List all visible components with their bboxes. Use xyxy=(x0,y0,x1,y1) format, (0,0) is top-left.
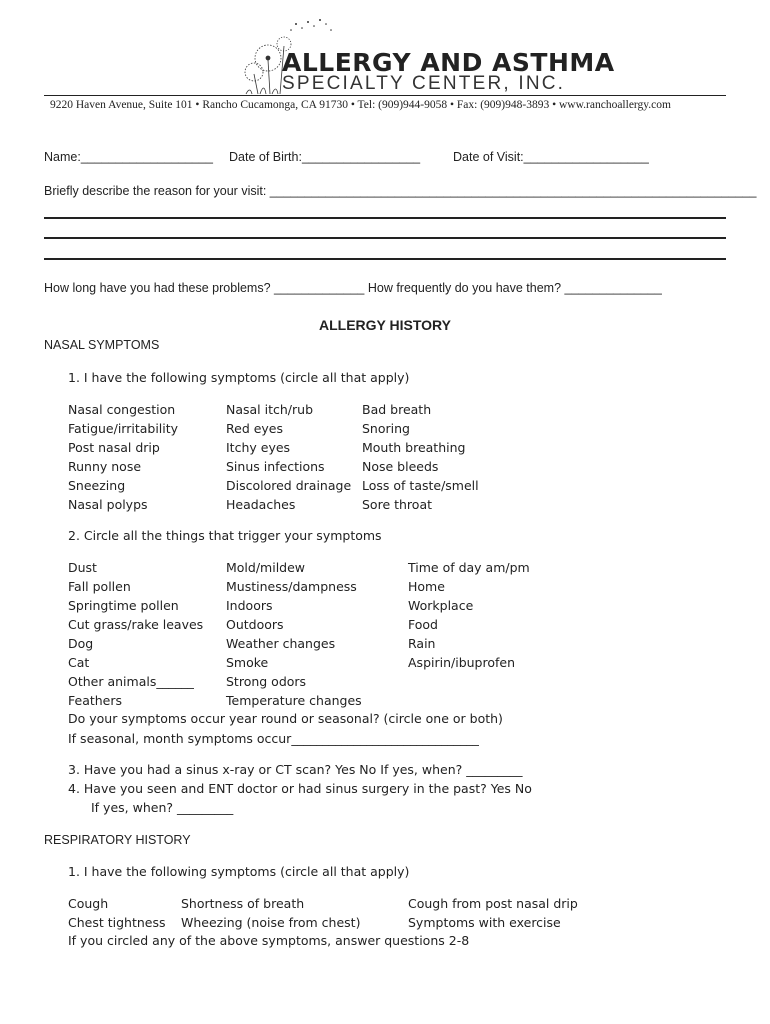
list-item[interactable]: Sneezing xyxy=(68,478,126,493)
list-item[interactable]: Cough from post nasal drip xyxy=(408,896,578,911)
list-item[interactable]: Snoring xyxy=(362,421,410,436)
list-item[interactable]: Smoke xyxy=(226,655,269,670)
list-item[interactable]: Loss of taste/smell xyxy=(362,478,479,493)
list-item[interactable]: Mouth breathing xyxy=(362,440,466,455)
list-item[interactable]: Time of day am/pm xyxy=(408,560,530,575)
list-item[interactable]: Indoors xyxy=(226,598,273,613)
name-field[interactable]: Name:___________________ xyxy=(44,150,213,164)
list-item[interactable]: Mustiness/dampness xyxy=(226,579,357,594)
seasonal-question[interactable]: Do your symptoms occur year round or seasonal? (circle one or both) xyxy=(68,711,503,726)
logo-title: ALLERGY AND ASTHMA xyxy=(282,48,615,77)
nasal-q4[interactable]: 4. Have you seen and ENT doctor or had sinus surgery in the past? Yes No xyxy=(68,781,532,796)
resp-col2 xyxy=(181,894,360,932)
nasal-q3[interactable]: 3. Have you had a sinus x-ray or CT scan? Yes No If yes, when? _________ xyxy=(68,762,523,777)
visit-date-field[interactable]: Date of Visit:__________________ xyxy=(453,150,649,164)
list-item[interactable]: Cough xyxy=(68,896,109,911)
list-item[interactable]: Post nasal drip xyxy=(68,440,160,455)
nasal-col3 xyxy=(362,400,479,514)
duration-field[interactable]: How long have you had these problems? _____________ How frequently do you have them? ______________ xyxy=(44,281,662,295)
list-item[interactable]: Weather changes xyxy=(226,636,336,651)
list-item[interactable]: Rain xyxy=(408,636,436,651)
respiratory-q1: 1. I have the following symptoms (circle all that apply) xyxy=(68,864,410,879)
list-item[interactable]: Temperature changes xyxy=(226,693,362,708)
list-item[interactable]: Outdoors xyxy=(226,617,284,632)
trigger-col3 xyxy=(408,558,530,672)
nasal-q2: 2. Circle all the things that trigger your symptoms xyxy=(68,528,382,543)
list-item[interactable]: Home xyxy=(408,579,445,594)
list-item[interactable]: Symptoms with exercise xyxy=(408,915,561,930)
list-item[interactable]: Cut grass/rake leaves xyxy=(68,617,204,632)
list-item[interactable]: Fatigue/irritability xyxy=(68,421,179,436)
list-item[interactable]: Dust xyxy=(68,560,97,575)
list-item[interactable]: Dog xyxy=(68,636,94,651)
list-item[interactable]: Nasal itch/rub xyxy=(226,402,314,417)
list-item[interactable]: Sinus infections xyxy=(226,459,325,474)
list-item[interactable]: Headaches xyxy=(226,497,296,512)
list-item[interactable]: Nasal congestion xyxy=(68,402,176,417)
list-item[interactable]: Aspirin/ibuprofen xyxy=(408,655,516,670)
list-item[interactable]: Springtime pollen xyxy=(68,598,179,613)
respiratory-heading: RESPIRATORY HISTORY xyxy=(44,833,191,847)
resp-col3 xyxy=(408,894,578,932)
list-item[interactable]: Food xyxy=(408,617,438,632)
list-item[interactable]: Shortness of breath xyxy=(181,896,305,911)
nasal-col1 xyxy=(68,400,178,514)
list-item[interactable]: Feathers xyxy=(68,693,123,708)
logo-subtitle: SPECIALTY CENTER, INC. xyxy=(282,73,566,94)
list-item[interactable]: Runny nose xyxy=(68,459,142,474)
trigger-col2 xyxy=(226,558,362,710)
list-item[interactable]: Workplace xyxy=(408,598,474,613)
section-title: ALLERGY HISTORY xyxy=(319,317,451,333)
reason-line-1 xyxy=(44,217,726,219)
list-item[interactable]: Sore throat xyxy=(362,497,433,512)
list-item[interactable]: Wheezing (noise from chest) xyxy=(181,915,361,930)
list-item[interactable]: Chest tightness xyxy=(68,915,166,930)
reason-line-3 xyxy=(44,258,726,260)
header-rule xyxy=(44,95,726,96)
nasal-q1: 1. I have the following symptoms (circle all that apply) xyxy=(68,370,410,385)
resp-col1 xyxy=(68,894,166,932)
list-item[interactable]: Itchy eyes xyxy=(226,440,291,455)
list-item[interactable]: Bad breath xyxy=(362,402,432,417)
list-item[interactable]: Cat xyxy=(68,655,90,670)
nasal-col2 xyxy=(226,400,351,514)
reason-field[interactable]: Briefly describe the reason for your visit: ______________________________________________________________________ xyxy=(44,184,757,198)
list-item[interactable]: Fall pollen xyxy=(68,579,131,594)
dob-field[interactable]: Date of Birth:_________________ xyxy=(229,150,421,164)
list-item[interactable]: Other animals______ xyxy=(68,674,194,689)
list-item[interactable]: Nasal polyps xyxy=(68,497,148,512)
respiratory-note: If you circled any of the above symptoms, answer questions 2-8 xyxy=(68,933,470,948)
list-item[interactable]: Red eyes xyxy=(226,421,284,436)
address-line: 9220 Haven Avenue, Suite 101 • Rancho Cucamonga, CA 91730 • Tel: (909)944-9058 • Fax: (909)948-3893 • www.ranchoallergy.com xyxy=(50,99,671,111)
list-item[interactable]: Strong odors xyxy=(226,674,307,689)
reason-line-2 xyxy=(44,237,726,239)
seasonal-month-field[interactable]: If seasonal, month symptoms occur______________________________ xyxy=(68,731,479,746)
list-item[interactable]: Discolored drainage xyxy=(226,478,352,493)
list-item[interactable]: Mold/mildew xyxy=(226,560,306,575)
nasal-heading: NASAL SYMPTOMS xyxy=(44,338,160,352)
list-item[interactable]: Nose bleeds xyxy=(362,459,439,474)
nasal-q4-when[interactable]: If yes, when? _________ xyxy=(91,800,234,815)
trigger-col1 xyxy=(68,558,203,710)
